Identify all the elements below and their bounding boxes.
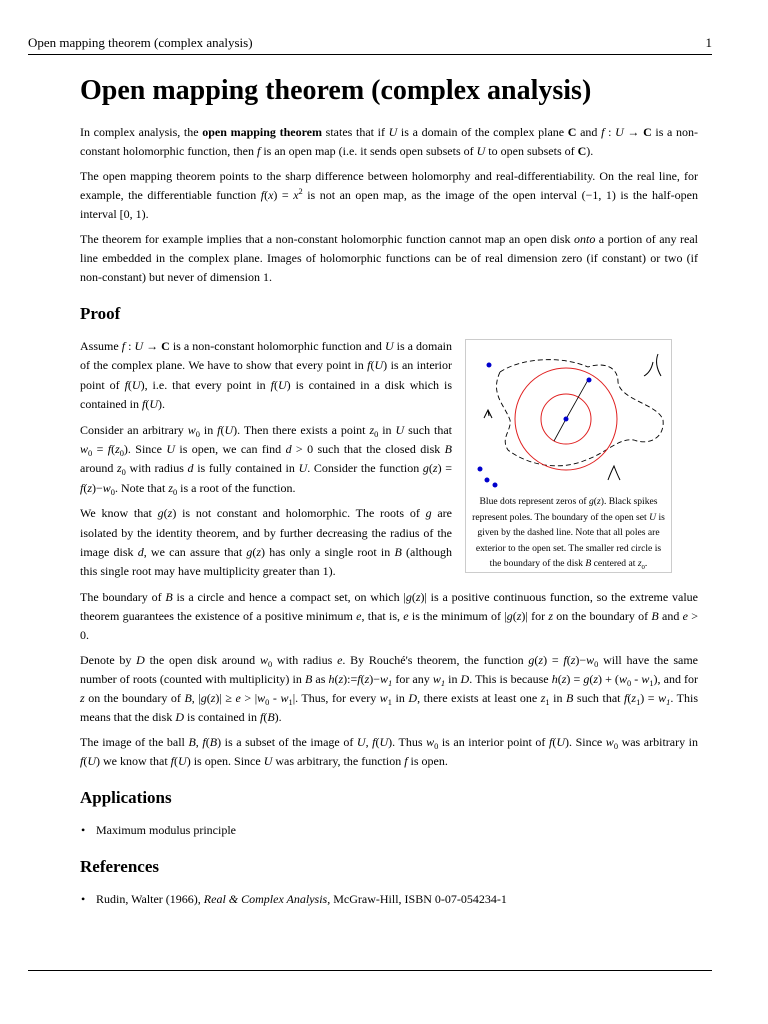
zero-dot xyxy=(478,467,483,472)
radius-line xyxy=(566,380,588,419)
proof-paragraph-4: The boundary of B is a circle and hence a compact set, on which |g(z)| is a positive continuous function, so the extreme value theorem guarantees the existence of a positive minimum e, that is, e is the minimum of |g(z)| for z on the boundary of B and e > 0. xyxy=(80,589,699,642)
running-header xyxy=(28,34,712,52)
header-rule xyxy=(28,54,712,55)
page-title: Open mapping theorem (complex analysis) xyxy=(80,75,592,106)
zero-dot xyxy=(485,478,490,483)
figure-caption: Blue dots represent zeros of g(z). Black spikes represent poles. The boundary of the open set U is given by the dashed line. Note that all poles are exterior to the open set. The smaller red circle is the boundary of the disk B centered at $z_0$. xyxy=(472,496,665,571)
references-list xyxy=(80,890,698,909)
proof-paragraph-3: We know that g(z) is not constant and holomorphic. The roots of g are isolated by the identity theorem, and by further decreasing the radius of the image disk d, we can assure that g(z) has only a single root in B (although this single root may have multiplicity greater than 1). xyxy=(80,506,452,579)
term-open-mapping-theorem: open mapping theorem xyxy=(202,125,323,139)
reference-book-title: Real & Complex Analysis xyxy=(203,891,328,906)
intro-paragraph-2: The open mapping theorem points to the sharp difference between holomorphy and real-differentiability. On the real line, for example, the differentiable function $f(x) = x^2$ is not an open map, as the image of the open interval (−1, 1) is the half-open interval [0, 1). xyxy=(80,169,698,221)
figure-diagram xyxy=(468,342,668,492)
proof-paragraph-6: The image of the ball B, f(B) is a subset of the image of U, f(U). Thus $w_0$ is an interior point of f(U). Since $w_0$ was arbitrary in f(U) we know that f(U) is open. Since U was arbitrary, the function f is open. xyxy=(80,734,698,768)
open-set-boundary xyxy=(497,360,664,466)
intro-paragraph-1: In complex analysis, the open mapping theorem states that if U is a domain of the complex plane C and f : U → C is a non-constant holomorphic function, then f is an open map (i.e. it sends open subsets of U to open subsets of C). xyxy=(80,125,699,158)
intro-paragraph-3: The theorem for example implies that a non-constant holomorphic function cannot map an open disk onto a portion of any real line embedded in the complex plane. Images of holomorphic functions can be of real dimension zero (if constant) or two (if non-constant) but never of dimension 1. xyxy=(80,232,698,284)
zero-dot xyxy=(487,363,492,368)
figure-zeros-poles xyxy=(465,339,672,573)
footer-rule xyxy=(28,970,712,971)
proof-section xyxy=(80,337,698,582)
pole-spikes xyxy=(484,354,661,480)
proof-paragraph-2: Consider an arbitrary $w_0$ in f(U). Then there exists a point $z_0$ in U such that $w_0 = f(z_0)$. Since U is open, we can find d > 0 such that the closed disk B around $z_0$ with radius d is fully contained in U. Consider the function $g(z) = f(z)-w_0$. Note that $z_0$ is a root of the function. xyxy=(80,422,453,497)
reference-item: • Rudin, Walter (1966), Real & Complex Analysis, McGraw-Hill, ISBN 0-07-054234-1 xyxy=(96,890,698,909)
list-item[interactable]: • Maximum modulus principle xyxy=(96,821,698,840)
references-heading: References xyxy=(80,856,159,876)
proof-heading: Proof xyxy=(80,304,121,323)
article-body xyxy=(80,66,698,913)
proof-paragraph-1: Assume f : U → C is a non-constant holomorphic function and U is a domain of the complex plane. We have to show that every point in f(U) is an interior point of f(U), i.e. that every point in f(U) is contained in a disk which is contained in f(U). xyxy=(80,339,453,412)
applications-list xyxy=(80,821,698,840)
zero-dot xyxy=(587,378,592,383)
zero-dot xyxy=(564,417,569,422)
running-title: Open mapping theorem (complex analysis) xyxy=(28,35,253,50)
page-number: 1 xyxy=(705,35,712,50)
radius-line xyxy=(554,419,566,441)
applications-heading: Applications xyxy=(80,787,172,807)
zero-dot xyxy=(493,483,498,488)
proof-paragraph-5: Denote by D the open disk around $w_0$ with radius e. By Rouché's theorem, the function $g(z) = f(z)-w_0$ will have the same number of roots (counted with multiplicity) in B as $h(z):=f(z)-w_1$ for any $w_1$ in D. This is because $h(z) = g(z) + (w_0 - w_1)$, and for z on the boundary of B, $|g(z)| \ge e > |w_0 - w_1|$. Thus, for every $w_1$ in D, there exists at least one $z_1$ in B such that $f(z_1) = w_1$. This means that the disk D is contained in f(B). xyxy=(80,652,699,724)
